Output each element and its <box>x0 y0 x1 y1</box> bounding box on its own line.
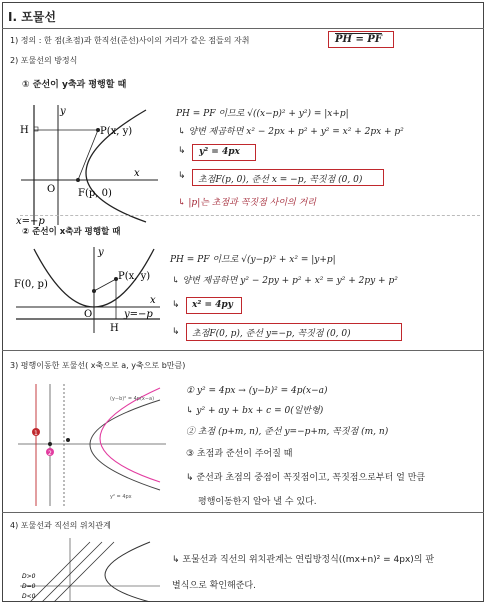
relation-line-2: 별식으로 확인해준다. <box>172 581 256 591</box>
x-axis-label: x <box>150 295 156 306</box>
original-curve-label: y² = 4px <box>110 494 132 500</box>
d-positive-label: D>0 <box>22 573 36 580</box>
shift-line-1: ① y² = 4px → (y−b)² = 4p(x−a) <box>186 386 328 396</box>
marker-1: 1 <box>34 430 38 437</box>
focus-label: F(0, p) <box>14 279 48 290</box>
y-axis-label: y <box>60 106 66 117</box>
y-axis-label: y <box>98 247 104 258</box>
case1-result-box <box>192 144 256 161</box>
case2-line-2: ↳ 양변 제곱하면 y² − 2py + p² + x² = y² + 2py + p² <box>172 276 398 286</box>
d-negative-label: D<0 <box>22 593 36 600</box>
divider <box>2 28 484 29</box>
case1-focus: 초점F(p, 0), 준선 x = −p, 꼭짓점 (0, 0) <box>198 175 363 185</box>
directrix-label: x=−p <box>16 216 45 227</box>
case2-focus-box <box>186 323 402 341</box>
arrow-icon: ↳ <box>178 146 186 156</box>
case1-focus-box <box>192 169 384 186</box>
case2-line-1: PH = PF 이므로 √(y−p)² + x² = |y+p| <box>170 255 336 265</box>
definition-formula: PH = PF <box>335 34 382 45</box>
relation-figure <box>20 538 160 602</box>
case2-heading: ② 준선이 x축과 평행할 때 <box>22 227 121 237</box>
arrow-icon: ↳ <box>172 300 180 310</box>
case1-line-2: ↳ 양변 제곱하면 x² − 2px + p² + y² = x² + 2px + p² <box>178 127 404 137</box>
case1-parabola-figure <box>16 100 166 230</box>
shift-line-6: 평행이동한지 알아 낼 수 있다. <box>198 497 317 507</box>
origin-label: O <box>47 184 56 195</box>
arrow-icon: ↳ <box>172 327 180 337</box>
relation-line-1: ↳ 포물선과 직선의 위치관계는 연립방정식((mx+n)² = 4px)의 판 <box>172 555 435 565</box>
shift-line-4: ③ 초점과 준선이 주어질 때 <box>186 449 293 459</box>
focus-label: F(p, 0) <box>78 188 112 199</box>
case1-heading: ① 준선이 y축과 평행할 때 <box>22 80 127 90</box>
point-p-label: P(x, y) <box>118 271 151 282</box>
d-zero-label: D=0 <box>22 583 36 590</box>
shift-line-5: ↳ 준선과 초점의 중점이 꼭짓점이고, 꼭짓점으로부터 얼 만큼 <box>186 473 426 483</box>
equation-heading: 2) 포물선의 방정식 <box>10 56 78 65</box>
definition-formula-box <box>328 31 394 48</box>
divider <box>2 512 484 513</box>
shifted-curve-label: (y−b)² = 4p(x−a) <box>110 396 155 402</box>
shift-parabola-figure <box>10 380 170 508</box>
case1-line-1: PH = PF 이므로 √((x−p)² + y²) = |x+p| <box>176 109 349 119</box>
point-h-label: H <box>20 125 29 136</box>
shift-line-2: ↳ y² + ay + bx + c = 0(일반형) <box>186 406 324 416</box>
divider <box>20 215 480 216</box>
case2-parabola-figure <box>12 245 162 335</box>
case2-result-box <box>186 297 242 314</box>
document-title: Ⅰ. 포물선 <box>8 10 56 24</box>
origin-label: O <box>84 309 93 320</box>
definition-text: 1) 정의 : 한 점(초점)과 한직선(준선)사이의 거리가 같은 점들의 자취 <box>10 36 250 45</box>
x-axis-label: x <box>134 168 140 179</box>
point-p-label: P(x, y) <box>100 126 133 137</box>
divider <box>2 350 484 351</box>
marker-2: 2 <box>48 450 52 457</box>
relation-heading: 4) 포물선과 직선의 위치관계 <box>10 521 111 530</box>
case2-result: x² = 4py <box>192 300 233 310</box>
case1-result: y² = 4px <box>199 147 240 157</box>
case2-focus: 초점F(0, p), 준선 y=−p, 꼭짓점 (0, 0) <box>192 329 351 339</box>
arrow-icon: ↳ <box>178 171 186 181</box>
shift-line-3: ② 초점 (p+m, n), 준선 y=−p+m, 꼭짓점 (m, n) <box>186 427 389 437</box>
directrix-label: y=−p <box>124 309 153 320</box>
shift-heading: 3) 평행이동한 포물선( x축으로 a, y축으로 b만큼) <box>10 361 186 370</box>
point-h-label: H <box>110 323 119 334</box>
case1-line-5: ↳ |p|는 초점과 꼭짓점 사이의 거리 <box>178 198 316 208</box>
